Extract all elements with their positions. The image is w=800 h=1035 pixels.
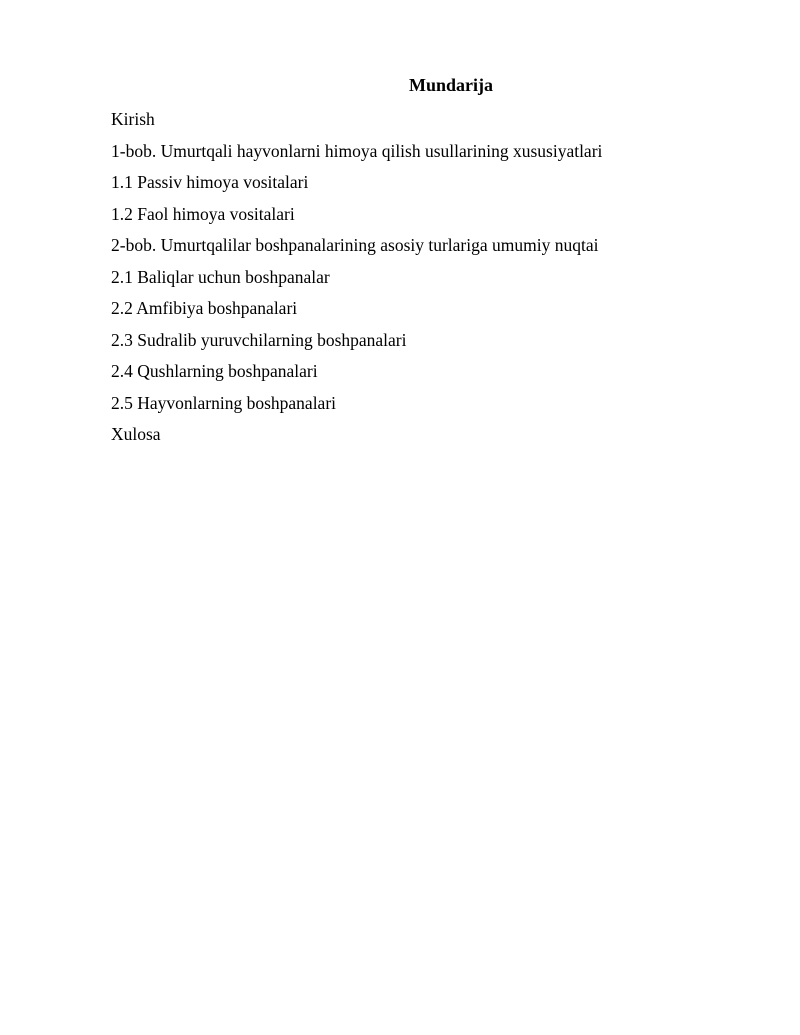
toc-entry-chapter-1: 1-bob. Umurtqali hayvonlarni himoya qilish usullarining xususiyatlari xyxy=(111,140,603,161)
toc-entry-section-2-1: 2.1 Baliqlar uchun boshpanalar xyxy=(111,266,330,287)
toc-entry-section-2-3: 2.3 Sudralib yuruvchilarning boshpanalari xyxy=(111,329,407,350)
toc-title: Mundarija xyxy=(408,75,493,95)
table-of-contents xyxy=(111,104,602,451)
toc-entry-section-1-2: 1.2 Faol himoya vositalari xyxy=(111,203,295,224)
toc-entry-conclusion: Xulosa xyxy=(111,424,161,444)
toc-entry-section-1-1: 1.1 Passiv himoya vositalari xyxy=(111,172,309,192)
toc-entry-introduction: Kirish xyxy=(111,109,155,129)
toc-entry-section-2-2: 2.2 Amfibiya boshpanalari xyxy=(111,298,298,318)
toc-entry-chapter-2: 2-bob. Umurtqalilar boshpanalarining asosiy turlariga umumiy nuqtai xyxy=(111,235,599,255)
toc-entry-section-2-5: 2.5 Hayvonlarning boshpanalari xyxy=(111,392,337,413)
toc-entry-section-2-4: 2.4 Qushlarning boshpanalari xyxy=(111,361,318,381)
